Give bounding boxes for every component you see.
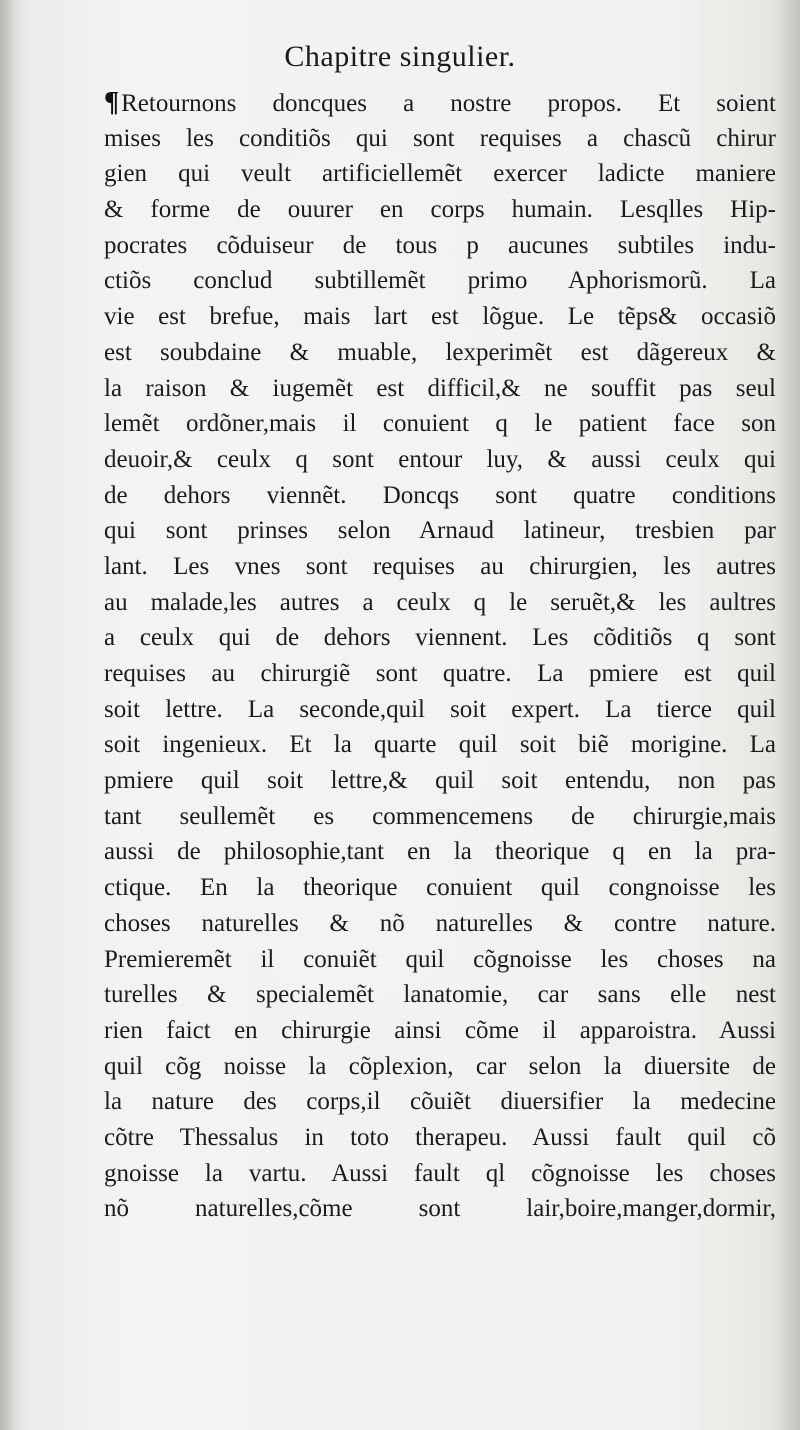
text-line: lant. Les vnes sont requises au chirurgien, les autres — [104, 552, 776, 580]
pilcrow-icon: ¶ — [104, 87, 120, 118]
text-line: choses naturelles & nõ naturelles & contre nature. — [104, 909, 776, 937]
body-text — [104, 85, 776, 1227]
text-line: de dehors viennẽt. Doncqs sont quatre conditions — [104, 481, 776, 509]
text-line: soit ingenieux. Et la quarte quil soit biẽ morigine. La — [104, 731, 776, 759]
text-line: requises au chirurgiẽ sont quatre. La pmiere est quil — [104, 660, 776, 687]
text-line: vie est brefue, mais lart est lõgue. Le tẽps& occasiõ — [104, 303, 776, 331]
text-line: & forme de ouurer en corps humain. Lesqlles Hip- — [104, 196, 776, 224]
text-line: pocrates cõduiseur de tous p aucunes subtiles indu- — [104, 231, 776, 259]
text-line: a ceulx qui de dehors viennent. Les cõditiõs q sont — [104, 624, 776, 652]
page-edge-shadow-right — [778, 0, 800, 1430]
text-line: ¶Retournons doncques a nostre propos. Et soient — [104, 87, 776, 118]
text-line: Premieremẽt il conuiẽt quil cõgnoisse les choses na — [104, 945, 776, 973]
page-edge-shadow-left — [0, 0, 14, 1430]
text-line: gien qui veult artificiellemẽt exercer ladicte maniere — [104, 160, 776, 188]
text-line: quil cõg noisse la cõplexion, car selon la diuersite de — [104, 1052, 776, 1080]
text-line: rien faict en chirurgie ainsi cõme il apparoistra. Aussi — [104, 1016, 776, 1044]
text-line: ctiõs conclud subtillemẽt primo Aphorismorũ. La — [104, 267, 776, 295]
text-line: ctique. En la theorique conuient quil congnoisse les — [104, 874, 776, 902]
text-line: au malade,les autres a ceulx q le seruẽt,& les aultres — [104, 588, 776, 616]
text-line: lemẽt ordõner,mais il conuient q le patient face son — [104, 410, 776, 438]
text-line: soit lettre. La seconde,quil soit expert. La tierce quil — [104, 695, 776, 723]
text-line: pmiere quil soit lettre,& quil soit entendu, non pas — [104, 767, 776, 795]
text-line: la raison & iugemẽt est difficil,& ne souffit pas seul — [104, 374, 776, 402]
text-line: deuoir,& ceulx q sont entour luy, & aussi ceulx qui — [104, 445, 776, 473]
text-line: aussi de philosophie,tant en la theorique q en la pra- — [104, 838, 776, 866]
text-line: cõtre Thessalus in toto therapeu. Aussi fault quil cõ — [104, 1123, 776, 1151]
text-line: gnoisse la vartu. Aussi fault ql cõgnoisse les choses — [104, 1159, 776, 1187]
text-line: mises les conditiõs qui sont requises a chascũ chirur — [104, 124, 776, 152]
text-line: tant seullemẽt es commencemens de chirurgie,mais — [104, 802, 776, 830]
text-line: est soubdaine & muable, lexperimẽt est dãgereux & — [104, 338, 776, 366]
text-line: la nature des corps,il cõuiẽt diuersifier la medecine — [104, 1088, 776, 1116]
running-head: Chapitre singulier. — [284, 40, 516, 73]
text-line: qui sont prinses selon Arnaud latineur, tresbien par — [104, 517, 776, 545]
text-line: nõ naturelles,cõme sont lair,boire,manger,dormir, — [104, 1195, 776, 1223]
text-line: turelles & specialemẽt lanatomie, car sans elle nest — [104, 981, 776, 1009]
